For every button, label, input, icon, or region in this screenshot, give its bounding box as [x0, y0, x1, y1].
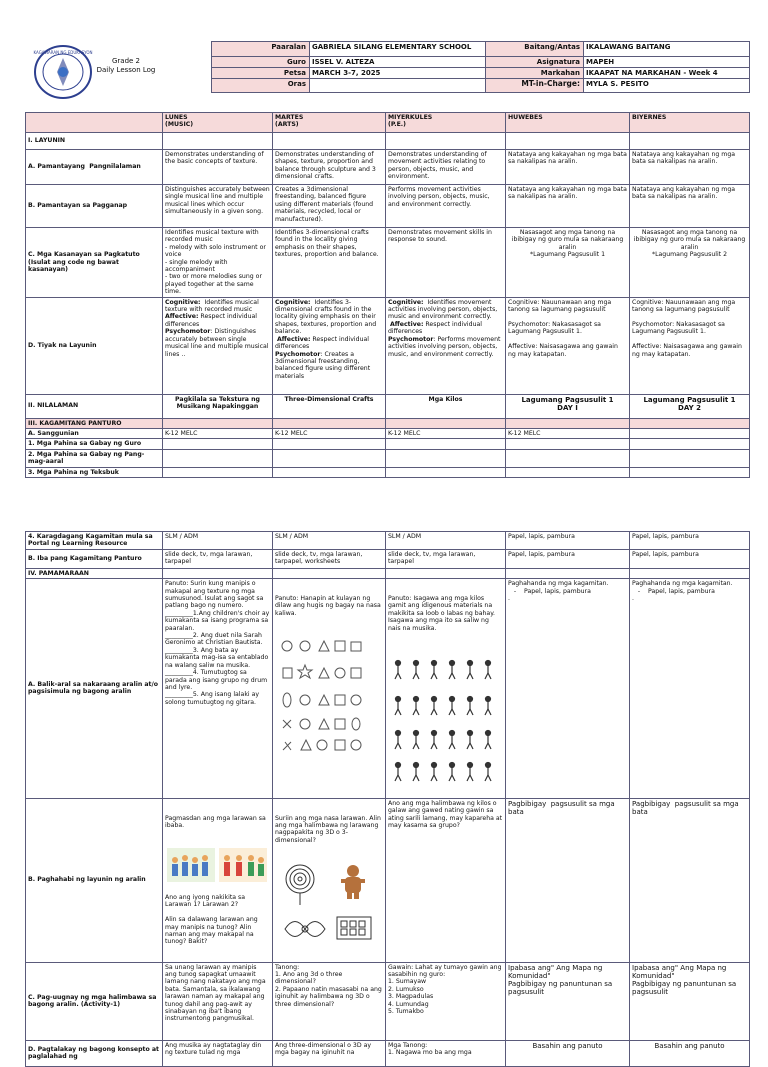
guro-label: Guro: [212, 57, 310, 68]
sang-miyerkules: K-12 MELC: [386, 429, 506, 439]
b-biyernes-2: Pagbibigay pagsusulit sa mga bata: [630, 798, 750, 962]
c-biyernes-2: Ipabasa ang" Ang Mapa ng Komunidad" Pagbibigay ng panuntunan sa pagsusulit: [630, 962, 750, 1040]
c-huwebes-2: Ipabasa ang" Ang Mapa ng Komunidad" Pagbibigay ng panuntunan sa pagsusulit: [506, 962, 630, 1040]
row-b-label: B. Pamantayan sa Pagganap: [26, 185, 163, 228]
a-martes: Demonstrates understanding of shapes, texture, proportion and balance through sculpture and 3 dimensional crafts.: [273, 150, 386, 185]
layunin-heading: I. LAYUNIN: [26, 133, 163, 150]
guro-value: ISSEL V. ALTEZA: [310, 57, 486, 68]
d-huwebes-2: Basahin ang panuto: [506, 1040, 630, 1066]
movement-worksheet-image: [388, 647, 500, 787]
sang-huwebes: K-12 MELC: [506, 429, 630, 439]
a-lunes-2: Panuto: Surin kung manipis o makapal ang texture ng mga sumusunod. Isulat ang sagot sa patlang bago ng numero. _________1.Ang children's choir ay kumakanta sa isang programa sa paaralan. _________2. Ang duet nila Sarah Geronimo at Christian Bautista. _________3. Ang bata ay kumakanta mag-isa sa entablado na walang saliw na musika. _________4. Tumutugtog sa parada ang isang grupo ng drum and lyre. _________5. Ang isang lalaki ay solong tumutugtog ng gitara.: [163, 579, 273, 798]
b-lunes: Distinguishes accurately between single musical line and multiple musical lines which occur simultaneously in a given song.: [163, 185, 273, 228]
c-huwebes: Nasasagot ang mga tanong na ibibigay ng guro mula sa nakaraang aralin *Lagumang Pagsusulit 1: [506, 228, 630, 298]
a-miyerkules-instruction: Panuto: Isagawa ang mga kilos gamit ang idigenous materials na makikita sa loob o labas ng bahay. Isagawa ang mga ito sa saliw ng nais na musika.: [388, 595, 497, 632]
asignatura-label: Asignatura: [486, 57, 584, 68]
d-biyernes-2: Basahin ang panuto: [630, 1040, 750, 1066]
oras-label: Oras: [212, 79, 310, 93]
balik-aral-label: A. Balik-aral sa nakaraang aralin at/o pagsisimula ng bagong aralin: [26, 579, 163, 798]
a-huwebes-2: Paghahanda ng mga kagamitan. - Papel, lapis, pambura .: [506, 579, 630, 798]
c-martes: Identifies 3-dimensional crafts found in the locality giving emphasis on their shapes, textures, proportion and balance.: [273, 228, 386, 298]
a-huwebes: Natataya ang kakayahan ng mga bata sa nakalipas na aralin.: [506, 150, 630, 185]
dll-label: Daily Lesson Log: [96, 65, 156, 74]
r4-martes: SLM / ADM: [273, 532, 386, 550]
rb-martes: slide deck, tv, mga larawan, tarpapel, worksheets: [273, 549, 386, 568]
r4-biyernes: Papel, lapis, pambura: [630, 532, 750, 550]
shapes-worksheet-image: [275, 632, 381, 782]
day-huwebes: HUWEBES: [506, 113, 630, 133]
day-martes: MARTES (ARTS): [273, 113, 386, 133]
b-biyernes: Natataya ang kakayahan ng mga bata sa nakalipas na aralin.: [630, 185, 750, 228]
a-miyerkules: Demonstrates understanding of movement activities relating to person, objects, music, and environment.: [386, 150, 506, 185]
mt-value: MYLA S. PESITO: [584, 79, 750, 93]
row-d-label: D. Tiyak na Layunin: [26, 297, 163, 394]
pamamaraan-heading: IV. PAMAMARAAN: [26, 568, 163, 578]
document-title: [96, 57, 156, 74]
b-miyerkules-2: Ano ang mga halimbawa ng kilos o galaw ang gawed nating gawin sa ating sarili lamang, may kapareha at may kasama sa grupo?: [386, 798, 506, 962]
d-lunes: Cognitive: Identifies musical texture with recorded music Affective: Respect individual differences Psychomotor: Distinguishes accurately between single musical line and multiple musical lines ..: [163, 297, 273, 394]
grade-label: Grade 2: [111, 57, 141, 65]
rb-miyerkules: slide deck, tv, mga larawan, tarpapel: [386, 549, 506, 568]
oras-value: [310, 79, 486, 93]
row-a-label: A. Pamantayang Pangnilalaman: [26, 150, 163, 185]
lesson-table-part2: [25, 531, 750, 1067]
sang-lunes: K-12 MELC: [163, 429, 273, 439]
a-biyernes: Natataya ang kakayahan ng mga bata sa nakalipas na aralin.: [630, 150, 750, 185]
b-lunes-2: [163, 798, 273, 962]
rb-biyernes: Papel, lapis, pambura: [630, 549, 750, 568]
nil-martes: Three-Dimensional Crafts: [273, 394, 386, 418]
d-martes: Cognitive: Identifies 3-dimensional crafts found in the locality giving emphasis on their shapes, textures, proportion and balance. Affective: Respect individual differences Psychomotor: Creates a 3dimensional freestanding, balanced figure using different materials: [273, 297, 386, 394]
petsa-value: MARCH 3-7, 2025: [310, 68, 486, 79]
c-miyerkules-2: Gawain: Lahat ay tumayo gawin ang sasabihin ng guro: 1. Sumayaw 2. Lumukso 3. Magpadulas 4. Lumundag 5. Tumakbo: [386, 962, 506, 1040]
d-martes-2: Ang three-dimensional o 3D ay mga bagay na iginuhit na: [273, 1040, 386, 1066]
markahan-label: Markahan: [486, 68, 584, 79]
3d-objects-image: [275, 859, 381, 949]
a-martes-instruction: Panuto: Hanapin at kulayan ng dilaw ang hugis ng bagay na nasa kaliwa.: [275, 595, 383, 617]
c-lunes: Identifies musical texture with recorded music - melody with solo instrument or voice - single melody with accompaniment - two or more melodies sung or played together at the same time.: [163, 228, 273, 298]
pag-uugnay-label: C. Pag-uugnay ng mga halimbawa sa bagong aralin. (Activity-1): [26, 962, 163, 1040]
teksbuk-label: 3. Mga Pahina ng Teksbuk: [26, 467, 163, 477]
svg-text:KAGAWARAN NG EDUKASYON: KAGAWARAN NG EDUKASYON: [33, 50, 93, 55]
r4-huwebes: Papel, lapis, pambura: [506, 532, 630, 550]
b-martes-2: [273, 798, 386, 962]
day-lunes: LUNES (MUSIC): [163, 113, 273, 133]
c-lunes-2: Sa unang larawan ay manipis ang tunog sapagkat umaawit lamang nang nakatayo ang mga bata. Samantala, sa ikalawang larawan naman ay makapal ang tunog dahil ang pag-awit ay sinabayan ng iba't ibang instrumentong pangmusikal.: [163, 962, 273, 1040]
d-miyerkules: Cognitive: Identifies movement activities involving person, objects, music and environment correctly. Affective: Respect individual differences Psychomotor: Performs movement activities involving person, objects, music, and environment correctly.: [386, 297, 506, 394]
sang-biyernes: [630, 429, 750, 439]
sang-martes: K-12 MELC: [273, 429, 386, 439]
r4-miyerkules: SLM / ADM: [386, 532, 506, 550]
nil-biyernes: Lagumang Pagsusulit 1 DAY 2: [630, 394, 750, 418]
a-biyernes-2: Paghahanda ng mga kagamitan. - Papel, lapis, pambura .: [630, 579, 750, 798]
day-biyernes: BIYERNES: [630, 113, 750, 133]
gabay-guro-label: 1. Mga Pahina sa Gabay ng Guro: [26, 439, 163, 449]
a-miyerkules-2: [386, 579, 506, 798]
c-martes-2: Tanong: 1. Ano ang 3d o three dimensional? 2. Papaano natin masasabi na ang iginuhit ay halimbawa ng 3D o three dimensional?: [273, 962, 386, 1040]
kagamitan-heading: III. KAGAMITANG PANTURO: [26, 418, 163, 428]
deped-seal-logo: [33, 45, 93, 99]
d-biyernes: Cognitive: Nauunawaan ang mga tanong sa lagumang pagsusulit Psychomotor: Nakasasagot sa Lagumang Pagsusulit 1. Affective: Naisasagawa ang gawain ng may katapatan.: [630, 297, 750, 394]
pagtalakay-label: D. Pagtalakay ng bagong konsepto at paglalahad ng: [26, 1040, 163, 1066]
a-lunes: Demonstrates understanding of the basic concepts of texture.: [163, 150, 273, 185]
b-huwebes: Natataya ang kakayahan ng mga bata sa nakalipas na aralin.: [506, 185, 630, 228]
c-miyerkules: Demonstrates movement skills in response to sound.: [386, 228, 506, 298]
rb-lunes: slide deck, tv, mga larawan, tarpapel: [163, 549, 273, 568]
lesson-table-part1: [25, 112, 750, 478]
sanggunian-label: A. Sanggunian: [26, 429, 163, 439]
b-lunes-instruction: Pagmasdan ang mga larawan sa ibaba.: [165, 814, 268, 829]
singing-children-image: [165, 844, 269, 884]
d-huwebes: Cognitive: Nauunawaan ang mga tanong sa lagumang pagsusulit Psychomotor: Nakasasagot sa Lagumang Pagsusulit 1. Affective: Naisasagawa ang gawain ng may katapatan.: [506, 297, 630, 394]
mt-label: MT-in-Charge:: [486, 79, 584, 93]
paaralan-value: GABRIELA SILANG ELEMENTARY SCHOOL: [310, 42, 486, 57]
baitang-value: IKALAWANG BAITANG: [584, 42, 750, 57]
b-lunes-questions: Ano ang iyong nakikita sa Larawan 1? Larawan 2? Alin sa dalawang larawan ang may manipis na tunog? Alin naman ang may makapal na tunog? Bakit?: [165, 893, 258, 946]
baitang-label: Baitang/Antas: [486, 42, 584, 57]
nil-huwebes: Lagumang Pagsusulit 1 DAY I: [506, 394, 630, 418]
nil-lunes: Pagkilala sa Tekstura ng Musikang Napakinggan: [163, 394, 273, 418]
header-info-table: [211, 41, 750, 93]
b-martes: Creates a 3dimensional freestanding, balanced figure using different materials (found materials, recycled, local or manufactured).: [273, 185, 386, 228]
row-c-label: C. Mga Kasanayan sa Pagkatuto (Isulat ang code ng bawat kasanayan): [26, 228, 163, 298]
b-martes-instruction: Suriin ang mga nasa larawan. Alin ang mga halimbawa ng larawang nagpapakita ng 3D o 3- dimensional?: [275, 814, 383, 844]
d-miyerkules-2: Mga Tanong: 1. Nagawa mo ba ang mga: [386, 1040, 506, 1066]
petsa-label: Petsa: [212, 68, 310, 79]
day-miyerkules: MIYERKULES (P.E.): [386, 113, 506, 133]
paghahabi-label: B. Paghahabi ng layunin ng aralin: [26, 798, 163, 962]
b-miyerkules: Performs movement activities involving person, objects, music, and environment correctly.: [386, 185, 506, 228]
paaralan-label: Paaralan: [212, 42, 310, 57]
portal-label: 4. Karagdagang Kagamitan mula sa Portal ng Learning Resource: [26, 532, 163, 550]
c-biyernes: Nasasagot ang mga tanong na ibibigay ng guro mula sa nakaraang aralin *Lagumang Pagsusulit 2: [630, 228, 750, 298]
r4-lunes: SLM / ADM: [163, 532, 273, 550]
markahan-value: IKAAPAT NA MARKAHAN - Week 4: [584, 68, 750, 79]
d-lunes-2: Ang musika ay nagtataglay din ng texture tulad ng mga: [163, 1040, 273, 1066]
a-martes-2: [273, 579, 386, 798]
nil-miyerkules: Mga Kilos: [386, 394, 506, 418]
b-huwebes-2: Pagbibigay pagsusulit sa mga bata: [506, 798, 630, 962]
rb-huwebes: Papel, lapis, pambura: [506, 549, 630, 568]
iba-pang-label: B. Iba pang Kagamitang Panturo: [26, 549, 163, 568]
gabay-mag-aaral-label: 2. Mga Pahina sa Gabay ng Pang-mag-aaral: [26, 449, 163, 467]
nilalaman-label: II. NILALAMAN: [26, 394, 163, 418]
asignatura-value: MAPEH: [584, 57, 750, 68]
